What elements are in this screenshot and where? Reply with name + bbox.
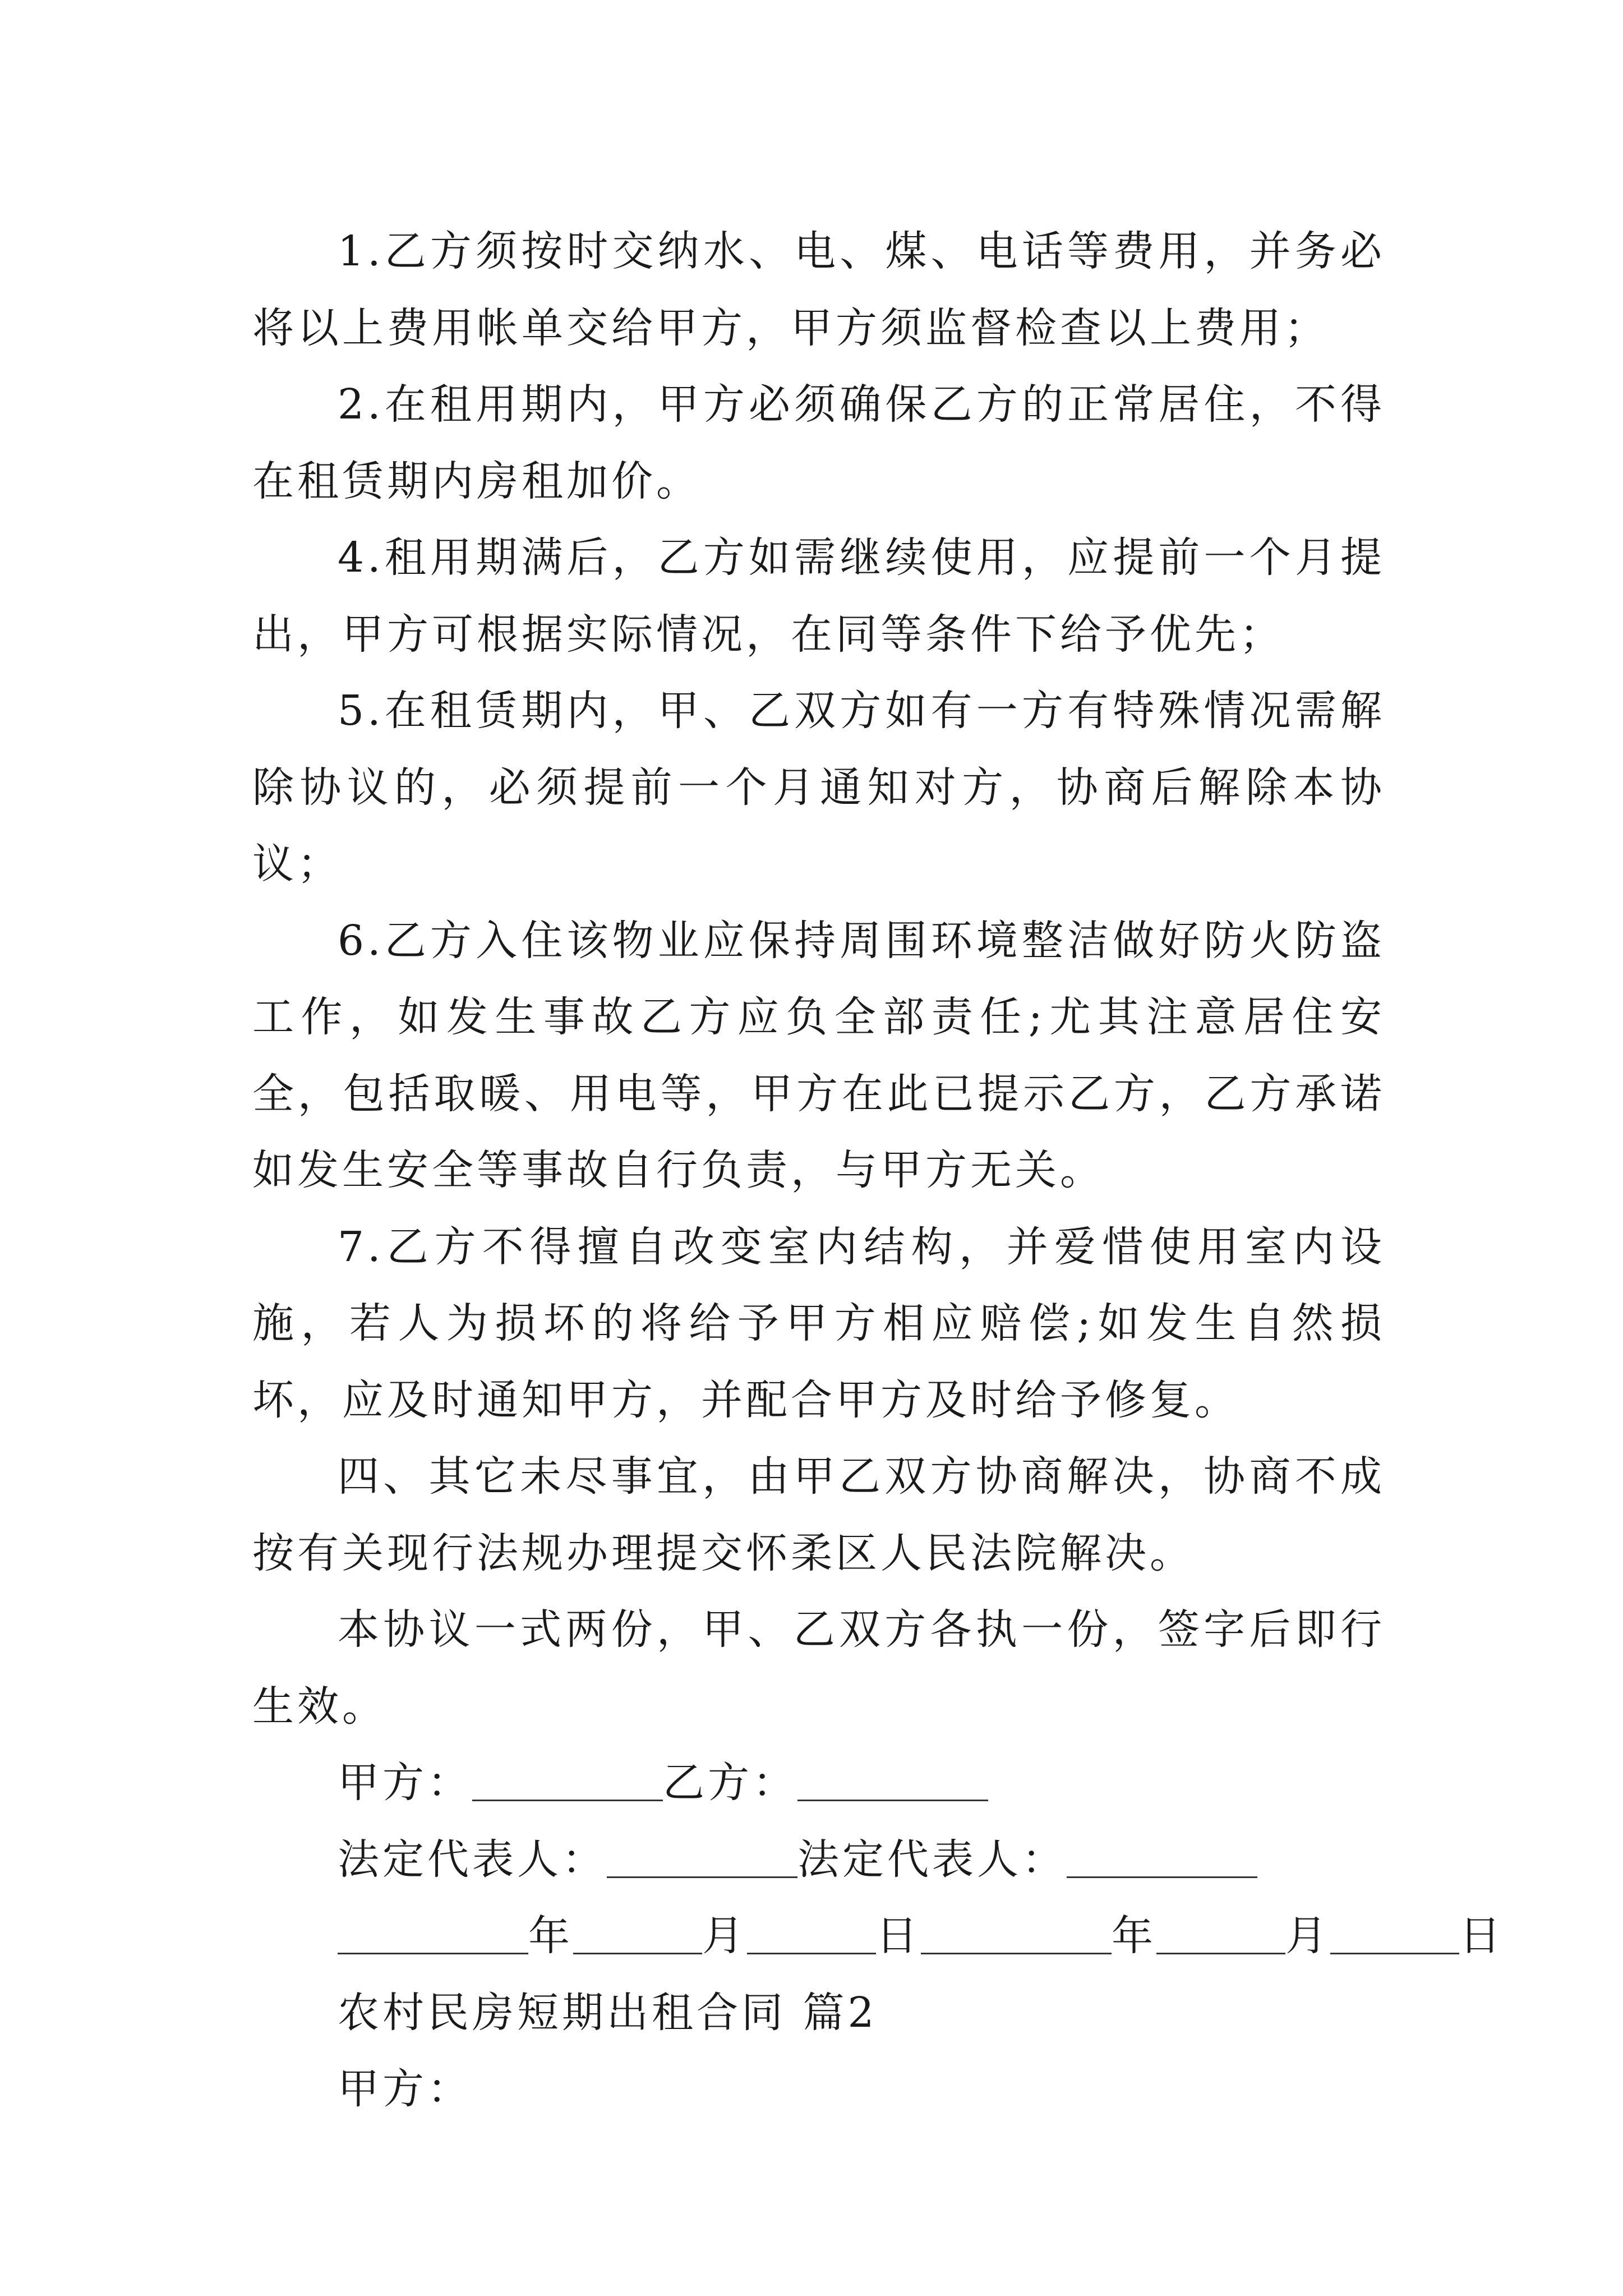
party-b-blank <box>797 1760 988 1801</box>
next-party-a-label: 甲方： <box>338 2065 472 2113</box>
day-a-blank <box>747 1913 876 1954</box>
year-b-blank <box>921 1913 1112 1954</box>
party-a-label: 甲方： <box>338 1759 472 1807</box>
party-b-label: 乙方： <box>663 1759 797 1807</box>
rep-b-label: 法定代表人： <box>797 1835 1067 1884</box>
rep-a-blank <box>607 1837 797 1878</box>
rep-b-blank <box>1067 1837 1257 1878</box>
signature-date-line <box>252 1898 1504 1975</box>
month-b-label: 月 <box>1285 1912 1330 1960</box>
next-section-title: 农村民房短期出租合同 篇2 <box>338 1988 878 2037</box>
year-b-label: 年 <box>1112 1912 1156 1960</box>
clause-5: 5.在租赁期内，甲、乙双方如有一方有特殊情况需解除协议的，必须提前一个月通知对方，协商后解除本协议； <box>252 687 1385 888</box>
month-b-blank <box>1156 1913 1285 1954</box>
month-a-blank <box>573 1913 702 1954</box>
day-b-blank <box>1330 1913 1459 1954</box>
year-a-label: 年 <box>528 1912 573 1960</box>
document-page <box>252 213 1504 2128</box>
party-a-blank <box>472 1760 663 1801</box>
clause-other-matters: 四、其它未尽事宜，由甲乙双方协商解决，协商不成按有关现行法规办理提交怀柔区人民法院解决。 <box>252 1452 1385 1577</box>
day-a-label: 日 <box>876 1912 921 1960</box>
year-a-blank <box>338 1913 528 1954</box>
signature-parties-line <box>252 1745 1385 1821</box>
clause-4: 4.租用期满后，乙方如需继续使用，应提前一个月提出，甲方可根据实际情况，在同等条件下给予优先； <box>252 533 1385 659</box>
clause-2: 2.在租用期内，甲方必须确保乙方的正常居住，不得在租赁期内房租加价。 <box>252 380 1385 505</box>
signature-representative-line <box>252 1821 1385 1898</box>
clause-copies: 本协议一式两份，甲、乙双方各执一份，签字后即行生效。 <box>252 1605 1385 1731</box>
clause-7: 7.乙方不得擅自改变室内结构，并爱惜使用室内设施，若人为损坏的将给予甲方相应赔偿;如发生自然损坏，应及时通知甲方，并配合甲方及时给予修复。 <box>252 1222 1385 1424</box>
rep-a-label: 法定代表人： <box>338 1835 607 1884</box>
clause-6: 6.乙方入住该物业应保持周围环境整洁做好防火防盗工作，如发生事故乙方应负全部责任;尤其注意居住安全，包括取暖、用电等，甲方在此已提示乙方，乙方承诺如发生安全等事故自行负责，与甲方无关。 <box>252 916 1385 1194</box>
month-a-label: 月 <box>702 1912 747 1960</box>
day-b-label: 日 <box>1459 1912 1504 1960</box>
clause-1: 1.乙方须按时交纳水、电、煤、电话等费用，并务必将以上费用帐单交给甲方，甲方须监督检查以上费用； <box>252 227 1385 352</box>
